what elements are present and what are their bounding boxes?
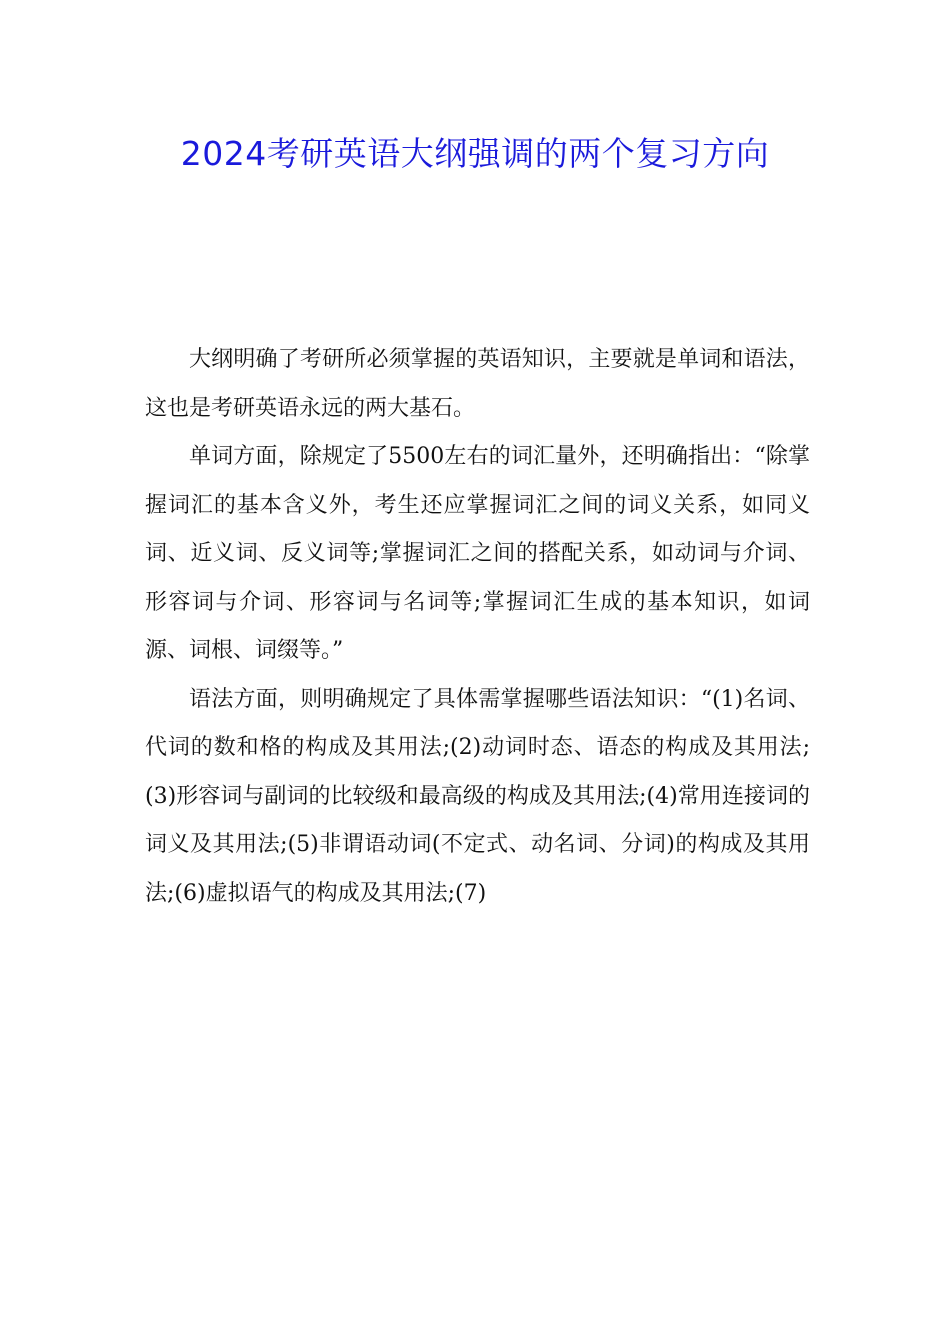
paragraph-grammar: 语法方面，则明确规定了具体需掌握哪些语法知识：“(1)名词、代词的数和格的构成及其用法;(2)动词时态、语态的构成及其用法;(3)形容词与副词的比较级和最高级的构成及其用法;(4)常用连接词的词义及其用法;(5)非谓语动词(不定式、动名词、分词)的构成及其用法;(6)虚拟语气的构成及其用法;(7) <box>145 686 810 906</box>
paragraph-intro: 大纲明确了考研所必须掌握的英语知识，主要就是单词和语法，这也是考研英语永远的两大基石。 <box>145 347 810 421</box>
document-body <box>145 336 810 918</box>
paragraph-vocabulary: 单词方面，除规定了5500左右的词汇量外，还明确指出：“除掌握词汇的基本含义外，考生还应掌握词汇之间的词义关系，如同义词、近义词、反义词等;掌握词汇之间的搭配关系，如动词与介词、形容词与介词、形容词与名词等;掌握词汇生成的基本知识，如词源、词根、词缀等。” <box>145 444 810 663</box>
document-title: 2024考研英语大纲强调的两个复习方向 <box>180 134 770 173</box>
